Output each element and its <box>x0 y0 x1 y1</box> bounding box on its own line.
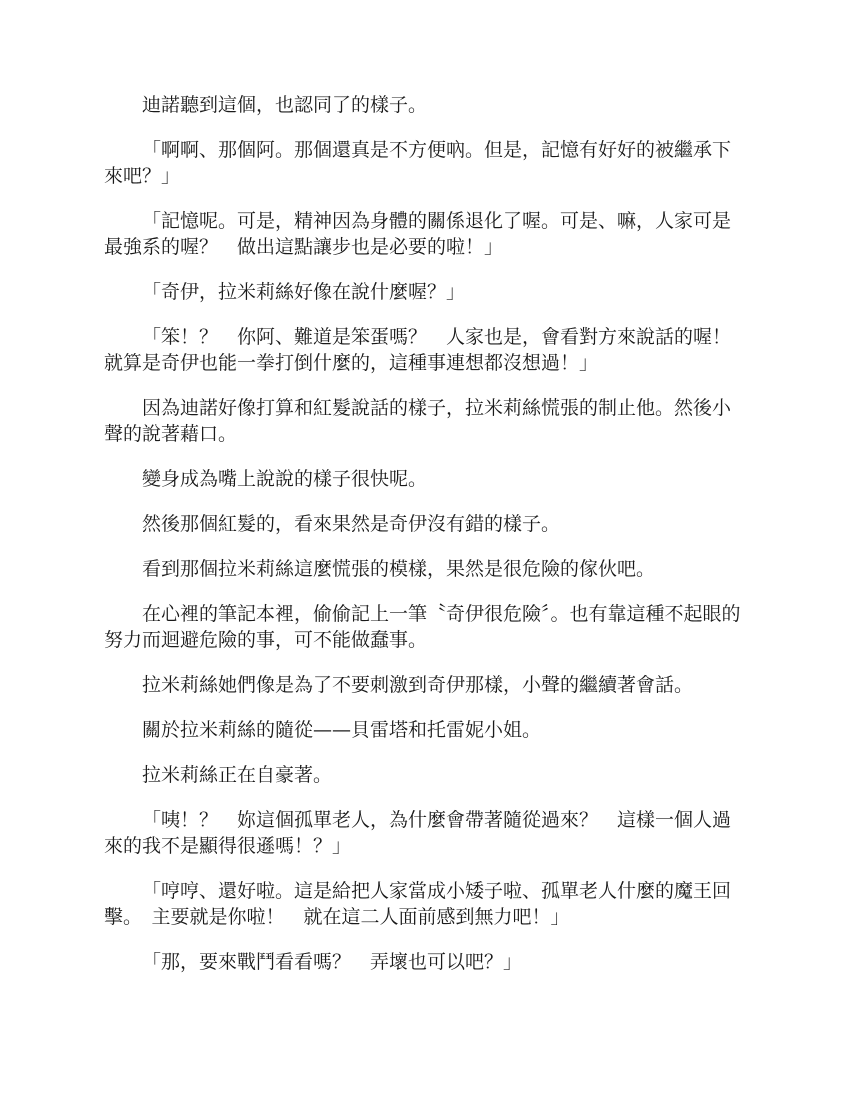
paragraph: 變身成為嘴上說說的樣子很快呢。 <box>142 468 428 490</box>
paragraph: 「哼哼、還好啦。這是給把人家當成小矮子啦、孤單老人什麼的魔王回擊。 主要就是你啦！ 就在這二人面前感到無力吧！」 <box>104 880 732 928</box>
paragraph: 拉米莉絲她們像是為了不要刺激到奇伊那樣，小聲的繼續著會話。 <box>142 674 694 696</box>
paragraph: 「奇伊，拉米莉絲好像在說什麼喔？」 <box>142 281 466 303</box>
paragraph: 「啊啊、那個阿。那個還真是不方便吶。但是，記憶有好好的被繼承下來吧？」 <box>104 139 732 187</box>
paragraph: 「咦！？ 妳這個孤單老人，為什麼會帶著隨從過來？ 這樣一個人過來的我不是顯得很遜嗎！？」 <box>104 809 732 857</box>
document-body <box>104 92 751 994</box>
paragraph: 拉米莉絲正在自豪著。 <box>142 764 333 786</box>
paragraph: 關於拉米莉絲的隨從——貝雷塔和托雷妮小姐。 <box>142 719 542 741</box>
paragraph: 「笨！？ 你阿、難道是笨蛋嗎？ 人家也是，會看對方來說話的喔！ 就算是奇伊也能一拳打倒什麼的，這種事連想都沒想過！」 <box>104 326 751 374</box>
paragraph: 因為迪諾好像打算和紅髮說話的樣子，拉米莉絲慌張的制止他。然後小聲的說著藉口。 <box>104 397 732 445</box>
paragraph: 「那，要來戰鬥看看嗎？ 弄壞也可以吧？」 <box>142 951 523 973</box>
paragraph: 「記憶呢。可是，精神因為身體的關係退化了喔。可是、嘛，人家可是最強系的喔？ 做出這點讓步也是必要的啦！」 <box>104 210 732 258</box>
paragraph: 迪諾聽到這個，也認同了的樣子。 <box>142 94 428 116</box>
paragraph: 在心裡的筆記本裡，偷偷記上一筆〝奇伊很危險〞。也有靠這種不起眼的努力而迴避危險的事，可不能做蠢事。 <box>104 603 741 651</box>
paragraph: 然後那個紅髮的，看來果然是奇伊沒有錯的樣子。 <box>142 513 561 535</box>
paragraph: 看到那個拉米莉絲這麼慌張的模樣，果然是很危險的傢伙吧。 <box>142 558 656 580</box>
